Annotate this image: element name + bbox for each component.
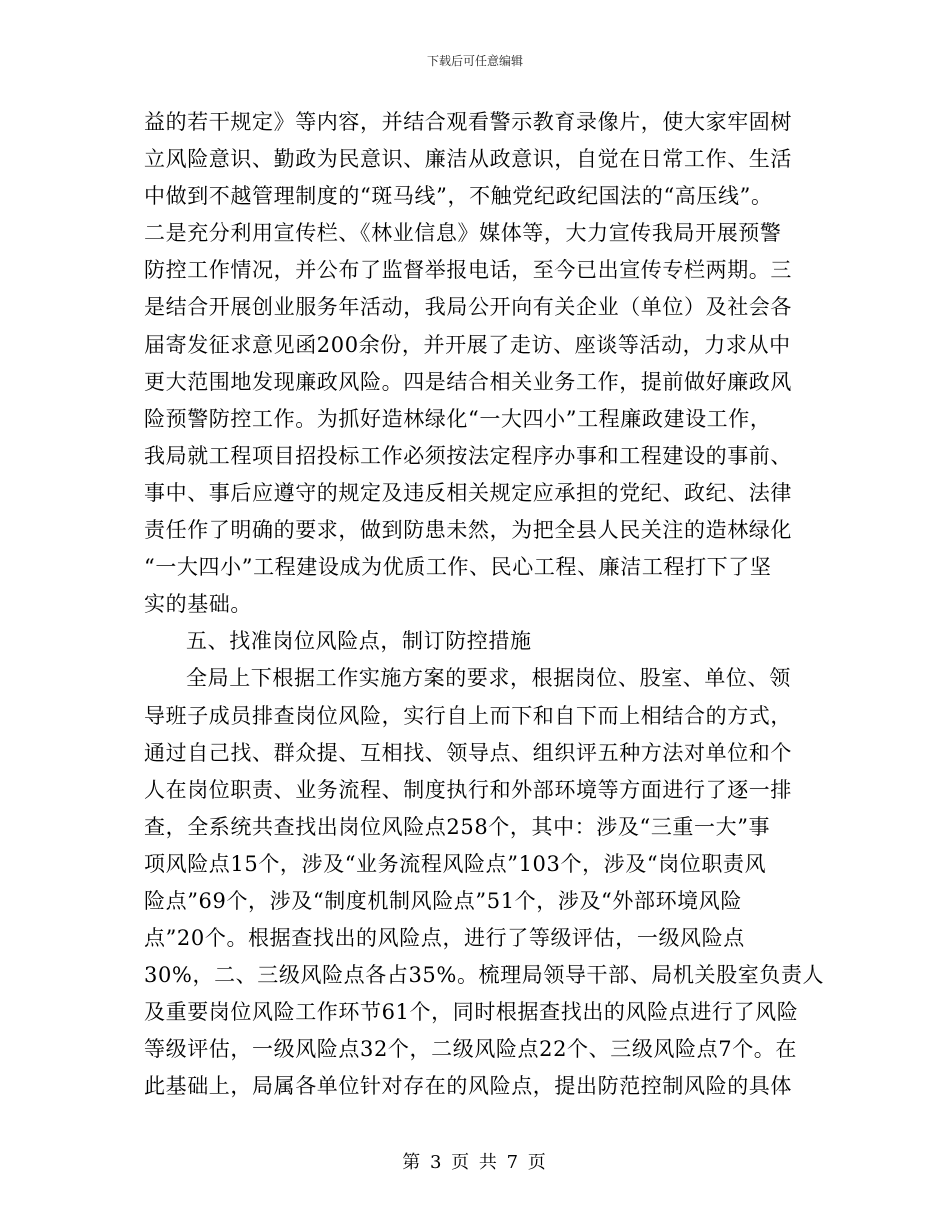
text-line: 险预警防控工作。为抓好造林绿化“一大四小”工程廉政建设工作， (144, 406, 772, 431)
text-line: 项风险点15个，涉及“业务流程风险点”103个，涉及“岗位职责风 (144, 851, 767, 876)
text-line: 实的基础。 (144, 592, 252, 617)
text-line: 防控工作情况，并公布了监督举报电话，至今已出宣传专栏两期。三 (144, 258, 792, 283)
text-line: 此基础上，局属各单位针对存在的风险点，提出防范控制风险的具体 (144, 1074, 792, 1099)
text-line: 查，全系统共查找出岗位风险点258个，其中：涉及“三重一大”事 (144, 814, 771, 839)
section-heading: 五、找准岗位风险点，制订防控措施 (186, 629, 532, 654)
text-line: 全局上下根据工作实施方案的要求，根据岗位、股室、单位、领 (186, 666, 791, 691)
text-line: 及重要岗位风险工作环节61个，同时根据查找出的风险点进行了风险 (144, 1000, 799, 1025)
text-line: 险点”69个，涉及“制度机制风险点”51个，涉及“外部环境风险 (144, 888, 742, 913)
page-header: 下载后可任意编辑 (426, 54, 523, 68)
text-line: 益的若干规定》等内容，并结合观看警示教育录像片，使大家牢固树 (144, 110, 792, 134)
text-line: 中做到不越管理制度的“斑马线”，不触党纪政纪国法的“高压线”。 (144, 184, 773, 209)
text-line: 事中、事后应遵守的规定及违反相关规定应承担的党纪、政纪、法律 (144, 480, 792, 505)
text-line: 点”20个。根据查找出的风险点，进行了等级评估，一级风险点 (144, 926, 745, 951)
text-line: “一大四小”工程建设成为优质工作、民心工程、廉洁工程打下了坚 (144, 555, 772, 580)
text-line: 等级评估，一级风险点32个，二级风险点22个、三级风险点7个。在 (144, 1037, 798, 1062)
text-line: 人在岗位职责、业务流程、制度执行和外部环境等方面进行了逐一排 (144, 777, 792, 802)
text-line: 二是充分利用宣传栏、《林业信息》媒体等，大力宣传我局开展预警 (144, 221, 782, 246)
text-line: 责任作了明确的要求，做到防患未然，为把全县人民关注的造林绿化 (144, 518, 792, 543)
page-footer: 第 3 页 共 7 页 (402, 1152, 548, 1173)
body-text (144, 104, 825, 1106)
text-line: 届寄发征求意见函200余份，并开展了走访、座谈等活动，力求从中 (144, 332, 791, 357)
text-line: 30%，二、三级风险点各占35%。梳理局领导干部、局机关股室负责人 (144, 963, 825, 988)
text-line: 我局就工程项目招投标工作必须按法定程序办事和工程建设的事前、 (144, 443, 792, 468)
text-line: 是结合开展创业服务年活动，我局公开向有关企业（单位）及社会各 (144, 295, 792, 320)
text-line: 立风险意识、勤政为民意识、廉洁从政意识，自觉在日常工作、生活 (144, 147, 792, 172)
text-line: 更大范围地发现廉政风险。四是结合相关业务工作，提前做好廉政风 (144, 369, 792, 394)
text-line: 导班子成员排查岗位风险，实行自上而下和自下而上相结合的方式， (144, 703, 792, 728)
text-line: 通过自己找、群众提、互相找、领导点、组织评五种方法对单位和个 (144, 740, 792, 765)
